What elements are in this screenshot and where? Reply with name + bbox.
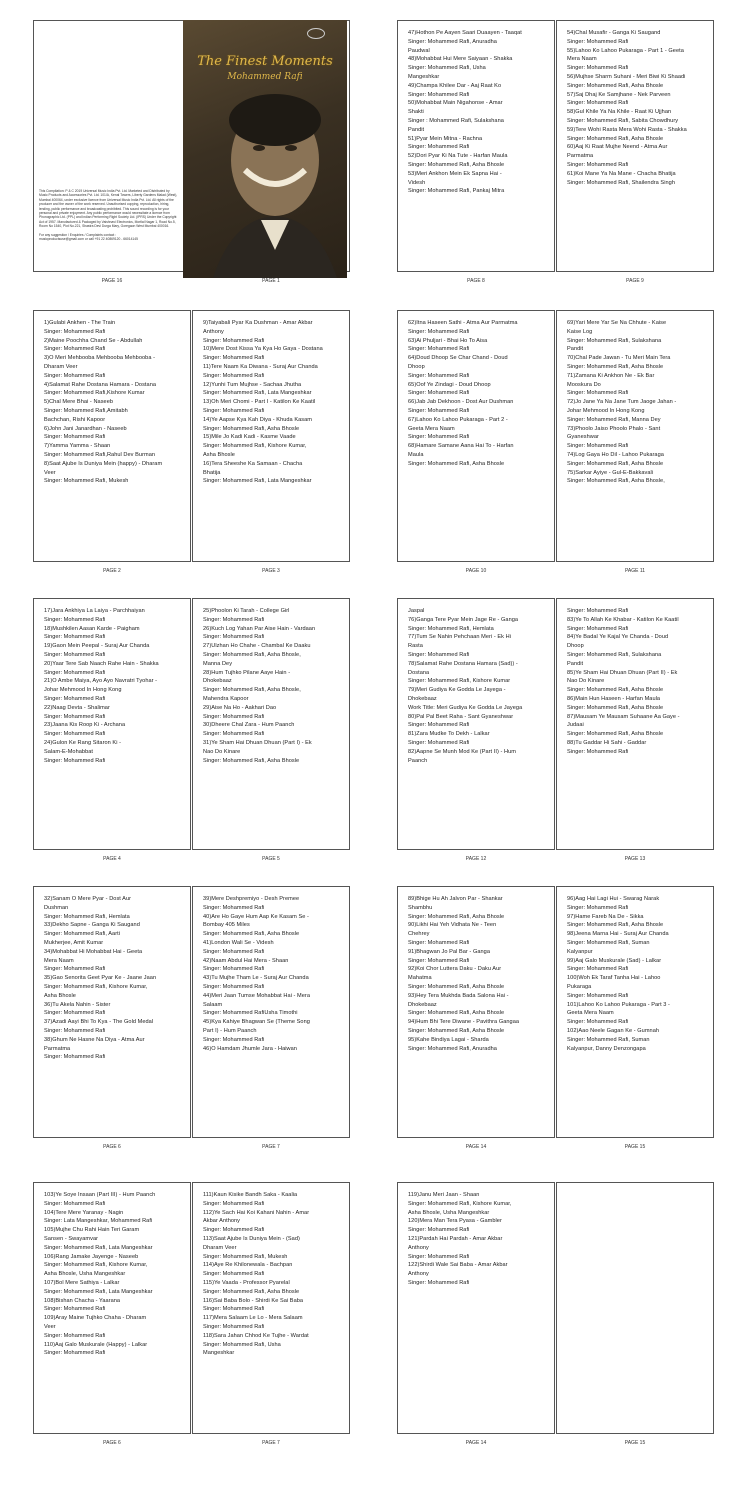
spread-2-3 (33, 310, 351, 574)
page-5 (192, 598, 350, 850)
spread-8-9 (397, 20, 715, 284)
spread-14-15-b (397, 1182, 715, 1446)
spread-4-5 (33, 598, 351, 862)
page-label: PAGE 15 (624, 1144, 646, 1150)
track-list: 111)Kaun Kisike Bandh Saka - Kaalia Singer: Mohammed Rafi 112)Ye Sach Hai Koi Kahani Nahin - Amar Akbar Anthony Singer: Mohammed Rafi 113)Saat Ajube Is Duniya Mein - (Sad) Dharam Veer Singer: Mohammed Rafi, Mukesh 114)Aye Re Khilonewala - Bachpan Singer: Mohammed Rafi 115)Ye Vaada - Professor Pyarelal Singer: Mohammed Rafi, Asha Bhosle 116)Sai Baba Bolo - Shirdi Ke Sai Baba Singer: Mohammed Rafi 117)Mera Salaam Le Lo - Mera Salaam Singer: Mohammed Rafi 118)Sara Jahan Chhod Ke Tujhe - Wardat Singer: Mohammed Rafi, Usha Mangeshkar (203, 1192, 310, 1357)
track-list: 47)Hothon Pe Aayen Saari Duaayen - Taaqat Singer: Mohammed Rafi, Anuradha Paudwal 48)Mohabbat Hui Mere Saiyaan - Shakka Singer: Mohammed Rafi, Usha Mangeshkar 49)Champa Khilee Dar - Aaj Raat Ko Singer: Mohammed Rafi 50)Mohabbat Main Nigahonse - Amar Shakti Singer : Mohammed Rafi, Sulakshana Pandit 51)Pyar Mein Mitna - Rachna Singer: Mohammed Rafi 52)Dori Pyar Ki Na Tute - Harfan Maula Singer: Mohammed Rafi, Asha Bhosle 53)Meri Ankhon Mein Ek Sapna Hai - Videsh Singer: Mohammed Rafi, Pankaj Mitra (408, 30, 522, 195)
track-list: Jaspal 76)Ganga Tere Pyar Mein Jage Re - Ganga Singer: Mohammed Rafi, Hemlata 77)Tum Se Nahin Pehchaan Meri - Ek Hi Rasta Singer: Mohammed Rafi 78)Salamat Rahe Dostana Hamara (Sad)) - Dostana Singer: Mohammed Rafi, Kishore Kumar 79)Meri Gudiya Ke Godda Le Jayega - Dhokebaaz Work Title: Meri Gudiya Ke Godda Le Jayega 80)Pal Pal Beet Raha - Sant Gyaneshwar Singer: Mohammed Rafi 81)Zara Mudke To Dekh - Lalkar Singer: Mohammed Rafi 82)Aapne Se Munh Mod Ke (Part II) - Hum Paanch (408, 608, 523, 764)
track-list: 119)Janu Meri Jaan - Shaan Singer: Mohammed Rafi, Kishore Kumar, Asha Bhosle, Usha Mangeshkar 120)Mera Man Tera Pyasa - Gambler Singer: Mohammed Rafi 121)Pardah Hai Pardah - Amar Akbar Anthony Singer: Mohammed Rafi 122)Shirdi Wale Sai Baba - Amar Akbar Anthony Singer: Mohammed Rafi (408, 1192, 512, 1286)
page-14 (397, 886, 555, 1138)
spread-12-13 (397, 598, 715, 862)
track-list: Singer: Mohammed Rafi 83)Ye To Allah Ke Khabar - Katilon Ke Kaatil Singer: Mohammed Rafi 84)Ye Badal Ye Kajal Ye Chanda - Doud Dhoop Singer: Mohammed Rafi, Sulakshana Pandit 85)Ye Sham Hai Dhuan Dhuan (Part II) - Ek Nao Do Kinare Singer: Mohammed Rafi, Asha Bhosle 86)Main Hun Haseen - Harfan Maula Singer: Mohammed Rafi, Asha Bhosle 87)Mausam Ye Mausam Suhaane Aa Gaye - Judaai Singer: Mohammed Rafi, Asha Bhosle 88)Tu Gaddar Hi Sahi - Gaddar Singer: Mohammed Rafi (567, 608, 680, 755)
page-label: PAGE 7 (262, 1440, 280, 1446)
page-6-b (33, 1182, 191, 1434)
page-label: PAGE 14 (465, 1440, 487, 1446)
page-12 (397, 598, 555, 850)
cover-art (183, 20, 347, 278)
portrait-icon (183, 20, 347, 278)
track-list: 89)Bhige Hu Ah Jalvon Par - Shankar Shambhu Singer: Mohammed Rafi, Asha Bhosle 90)Likhi Hai Yeh Vidhata Ne - Teen Chehrey Singer: Mohammed Rafi 91)Bhagwan Jo Pal Bar - Ganga Singer: Mohammed Rafi 92)Koi Chor Luttera Daku - Daku Aur Mahatma Singer: Mohammed Rafi, Asha Bhosle 93)Hey Tera Mukhda Bada Salona Hai - Dhokebaaz Singer: Mohammed Rafi, Asha Bhosle 94)Hum Bhi Tere Diwane - Pavithra Gangaa Singer: Mohammed Rafi, Asha Bhosle 95)Kahe Bindiya Lagai - Sharda Singer: Mohammed Rafi, Anuradha (408, 896, 520, 1052)
track-list: 1)Gulabi Ankhen - The Train Singer: Mohammed Rafi 2)Maine Poochha Chand Se - Abdullah Singer: Mohammed Rafi 3)O Meri Mehbooba Mehbooba Mehbooba - Dharam Veer Singer: Mohammed Rafi 4)Salamat Rahe Dostana Hamara - Dostana Singer: Mohammed Rafi,Kishore Kumar 5)Chal Mere Bhai - Naseeb Singer: Mohammed Rafi,Amitabh Bachchan, Rishi Kapoor 6)John Jani Janardhan - Naseeb Singer: Mohammed Rafi 7)Yamma Yamma - Shaan Singer: Mohammed Rafi,Rahul Dev Burman 8)Saat Ajube Is Duniya Mein (happy) - Dharam Veer Singer: Mohammed Rafi, Mukesh (44, 320, 163, 485)
track-list: 62)Itna Haseen Sathi - Atma Aur Parmatma Singer: Mohammed Rafi 63)Ai Phuljari - Bhai Ho To Aisa Singer: Mohammed Rafi 64)Doud Dhoop Se Char Chand - Doud Dhoop Singer: Mohammed Rafi 65)Oof Ye Zindagi - Doud Dhoop Singer: Mohammed Rafi 66)Jab Jab Dekhoon - Dost Aur Dushman Singer: Mohammed Rafi 67)Lahoo Ko Lahoo Pukaraga - Part 2 - Geeta Mera Naam Singer: Mohammed Rafi 68)Hamare Samane Aana Hai To - Harfan Maula Singer: Mohammed Rafi, Asha Bhosle (408, 320, 518, 467)
page-label: PAGE 4 (103, 856, 121, 862)
track-list: 25)Phoolon Ki Tarah - College Girl Singer: Mohammed Rafi 26)Kuch Log Yahan Par Aise Hain - Vardaan Singer: Mohammed Rafi 27)Ulzhan Ho Chahe - Chambal Ke Daaku Singer: Mohammed Rafi, Asha Bhosle, Manna Dey 28)Hum Tujhko Pilane Aaye Hain - Dhokebaaz Singer: Mohammed Rafi, Asha Bhosle, Mahendra Kapoor 29)Aise Na Ho - Aakhari Dao Singer: Mohammed Rafi 30)Dheere Chal Zara - Hum Paanch Singer: Mohammed Rafi 31)Ye Sham Hai Dhuan Dhuan (Part I) - Ek Nao Do Kinare Singer: Mohammed Rafi, Asha Bhosle (203, 608, 316, 764)
page-7 (192, 886, 350, 1138)
page-7-b (192, 1182, 350, 1434)
page-label: PAGE 11 (624, 568, 646, 574)
page-label: PAGE 10 (465, 568, 487, 574)
page-label: PAGE 1 (262, 278, 280, 284)
track-list: 9)Taiyabali Pyar Ka Dushman - Amar Akbar Anthony Singer: Mohammed Rafi 10)Mere Dost Kissa Ya Kya Ho Gaya - Dostana Singer: Mohammed Rafi 11)Tere Naam Ka Diwana - Suraj Aur Chanda Singer: Mohammed Rafi 12)Yunhi Tum Mujhse - Sachaa Jhutha Singer: Mohammed Rafi, Lata Mangeshkar 13)Oh Meri Chomi - Part I - Katilon Ke Kaatil Singer: Mohammed Rafi 14)Ye Aapse Kya Kah Diya - Khuda Kasam Singer: Mohammed Rafi, Asha Bhosle 15)Mile Jo Kadi Kadi - Kasme Vaade Singer: Mohammed Rafi, Kishore Kumar, Asha Bhosle 16)Tera Sheeshe Ka Samaan - Chacha Bhatija Singer: Mohammed Rafi, Lata Mangeshkar (203, 320, 323, 485)
page-label: PAGE 6 (103, 1144, 121, 1150)
cover-subtitle: Mohammed Rafi (227, 72, 303, 82)
page-label: PAGE 9 (626, 278, 644, 284)
page-3 (192, 310, 350, 562)
page-6 (33, 886, 191, 1138)
page-15-b (556, 1182, 714, 1434)
track-list: 69)Yari Mere Yar Se Na Chhute - Kaise Kaise Log Singer: Mohammed Rafi, Sulakshana Pandit 70)Chal Pade Jawan - Tu Meri Main Tera Singer: Mohammed Rafi, Asha Bhosle 71)Zamana Ki Ankhon Ne - Ek Bar Mooskura Do Singer: Mohammed Rafi 72)Jo Jane Ya Na Jane Tum Jaoge Jahan - Johar Mehmood In Hong Kong Singer: Mohammed Rafi, Manna Dey 73)Phoolo Jaiso Phoolo Phalo - Sant Gyaneshwar Singer: Mohammed Rafi 74)Log Gaya Ho Dil - Lahoo Pukaraga Singer: Mohammed Rafi, Asha Bhosle 75)Sarkar Ayiye - Gul-E-Bakkavali Singer: Mohammed Rafi, Asha Bhosle, (567, 320, 677, 485)
spread-14-15 (397, 886, 715, 1150)
page-label: PAGE 16 (101, 278, 123, 284)
page-label: PAGE 2 (103, 568, 121, 574)
page-13 (556, 598, 714, 850)
page-9 (556, 20, 714, 272)
page-label: PAGE 14 (465, 1144, 487, 1150)
page-label: PAGE 5 (262, 856, 280, 862)
page-14-b (397, 1182, 555, 1434)
page-8 (397, 20, 555, 272)
spread-6-7-b (33, 1182, 351, 1446)
track-list: 54)Chal Musafir - Ganga Ki Saugand Singer: Mohammed Rafi 55)Lahoo Ko Lahoo Pukaraga - Part 1 - Geeta Mera Naam Singer: Mohammed Rafi 56)Mujhse Sharm Suhani - Meri Biwi Ki Shaadi Singer: Mohammed Rafi, Asha Bhosle 57)Saj Dhaj Ke Samjhane - Nek Parveen Singer: Mohammed Rafi 58)Gul Khile Ya Na Khile - Raat Ki Ujjhan Singer: Mohammed Rafi, Sabita Chowdhury 59)Tere Wohi Rasta Mera Wohi Rasta - Shakka Singer: Mohammed Rafi, Asha Bhosle 60)Aaj Ki Raat Mujhe Neend - Atma Aur Parmatma Singer: Mohammed Rafi 61)Koi Mane Ya Na Mane - Chacha Bhatija Singer: Mohammed Rafi, Shailendra Singh (567, 30, 687, 186)
track-list: 39)Mere Deshpremiyo - Desh Premee Singer: Mohammed Rafi 40)Are Ho Gaye Hum Aap Ke Kasam Se - Bombay 405 Miles Singer: Mohammed Rafi, Asha Bhosle 41)London Wali Se - Videsh Singer: Mohammed Rafi 42)Naam Abdul Hai Mera - Shaan Singer: Mohammed Rafi 43)Tu Mujhe Tham Le - Suraj Aur Chanda Singer: Mohammed Rafi 44)Meri Jaan Tumse Mohabbat Hai - Mera Salaam Singer: Mohammed RafiUsha Timothi 45)Kya Kahiye Bhagwan Se (Theme Song Part I) - Hum Paanch Singer: Mohammed Rafi 46)O Hamdam Jhumle Jara - Haiwan (203, 896, 310, 1052)
track-list: 96)Aag Hai Lagi Hui - Swarag Narak Singer: Mohammed Rafi 97)Hame Fareb Na De - Sikka Singer: Mohammed Rafi, Asha Bhosle 98)Jeena Marna Hai - Suraj Aur Chanda Singer: Mohammed Rafi, Suman Kalyanpur 99)Aaj Galo Muskurale (Sad) - Lalkar Singer: Mohammed Rafi 100)Woh Ek Taraf Tanha Hai - Lahoo Pukaraga Singer: Mohammed Rafi 101)Lahoo Ko Lahoo Pukaraga - Part 3 - Geeta Mera Naam Singer: Mohammed Rafi 102)Aao Neele Gagan Ke - Gumnah Singer: Mohammed Rafi, Suman Kalyanpur, Danny Denzongapa (567, 896, 670, 1052)
cover-legal-text: This Compilation: P & C 2019 Universal Music India Pvt. Ltd. Marketed and Distributed by Music Products and Accessories Pvt. Ltd. 101/A, Kenal Towers, Liberty Gardens Malad (West), Mumbai 400064, under exclusive licence from Universal Music India Pvt. Ltd. All rights of the producer and the owner of the work reserved. Unauthorised copying, reproduction, hiring, lending, public performance and broadcasting prohibited. This sound recording is for your personal and private enjoyment. Any public performance would necessitate a licence from Phonographic Ltd. (PPL) and Indian Performing Right Society Ltd. (IPRS) Under the Copyright Act of 1957. Manufactured & Packaged by Vaishnavi Electronics, Mortlal Nagar 1, Road No.5, Room No 1540, Plot No.221, Shastra Devi Durga Mary, Goregaon West Mumbai 400016. For any suggestion / Enquiries / Complaints contact : musicproductsuse@gmail.com or call +91 22 40869120 - 66014145 (39, 189, 178, 242)
cover-title: The Finest Moments (197, 54, 333, 69)
page-4 (33, 598, 191, 850)
page-label: PAGE 7 (262, 1144, 280, 1150)
spread-6-7 (33, 886, 351, 1150)
track-list: 103)Ye Soye Insaan (Part III) - Hum Paanch Singer: Mohammed Rafi 104)Tere Mere Yaranay - Nagin Singer: Lata Mangeshkar, Mohammed Rafi 105)Mujhe Chu Rahi Hain Teri Garam Sansen - Swayamvar Singer: Mohammed Rafi, Lata Mangeshkar 106)Rang Jamake Jayenge - Naseeb Singer: Mohammed Rafi, Kishore Kumar, Asha Bhosle, Usha Mangeshkar 107)Bol Mere Sathiya - Lalkar Singer: Mohammed Rafi, Lata Mangeshkar 108)Bishan Chacha - Yaarana Singer: Mohammed Rafi 109)Aray Maine Tujhko Chaha - Dharam Veer Singer: Mohammed Rafi 110)Aaj Galo Muskurale (Happy) - Lalkar Singer: Mohammed Rafi (44, 1192, 156, 1357)
page-label: PAGE 15 (624, 1440, 646, 1446)
page-10 (397, 310, 555, 562)
page-label: PAGE 12 (465, 856, 487, 862)
page-label: PAGE 3 (262, 568, 280, 574)
track-list: 32)Sanam O Mere Pyar - Dost Aur Dushman Singer: Mohammed Rafi, Hemlata 33)Dekho Sapne - Ganga Ki Saugand Singer: Mohammed Rafi, Aarti Mukherjee, Amit Kumar 34)Mohabbat Hi Mohabbat Hai - Geeta Mera Naam Singer: Mohammed Rafi 35)Gao Senorita Geet Pyar Ke - Jaane Jaan Singer: Mohammed Rafi, Kishore Kumar, Asha Bhosle 36)Tu Akela Nahin - Sister Singer: Mohammed Rafi 37)Azadi Aayi Bhi To Kya - The Gold Medal Singer: Mohammed Rafi 38)Ghum Ne Hasne Na Diya - Atma Aur Parmatma Singer: Mohammed Rafi (44, 896, 157, 1061)
track-list: 17)Jara Ankhiya La Laiya - Parchhaiyan Singer: Mohammed Rafi 18)Mushkilen Aasan Karde - Paigham Singer: Mohammed Rafi 19)Gaon Mein Peepal - Suraj Aur Chanda Singer: Mohammed Rafi 20)Yaar Tere Sab Naach Rahe Hain - Shakka Singer: Mohammed Rafi 21)O Ambe Maiya, Ayo Ayo Navratri Tyohar - Johar Mehmood In Hong Kong Singer: Mohammed Rafi 22)Naag Devta - Shalimar Singer: Mohammed Rafi 23)Jaana Kis Roop Ki - Archana Singer: Mohammed Rafi 24)Gulon Ke Rang Sitaron Ki - Salam-E-Mohabbat Singer: Mohammed Rafi (44, 608, 159, 764)
spread-10-11 (397, 310, 715, 574)
page-11 (556, 310, 714, 562)
page-15 (556, 886, 714, 1138)
page-label: PAGE 8 (467, 278, 485, 284)
page-label: PAGE 6 (103, 1440, 121, 1446)
page-2 (33, 310, 191, 562)
page-label: PAGE 13 (624, 856, 646, 862)
page-16 (33, 20, 191, 272)
